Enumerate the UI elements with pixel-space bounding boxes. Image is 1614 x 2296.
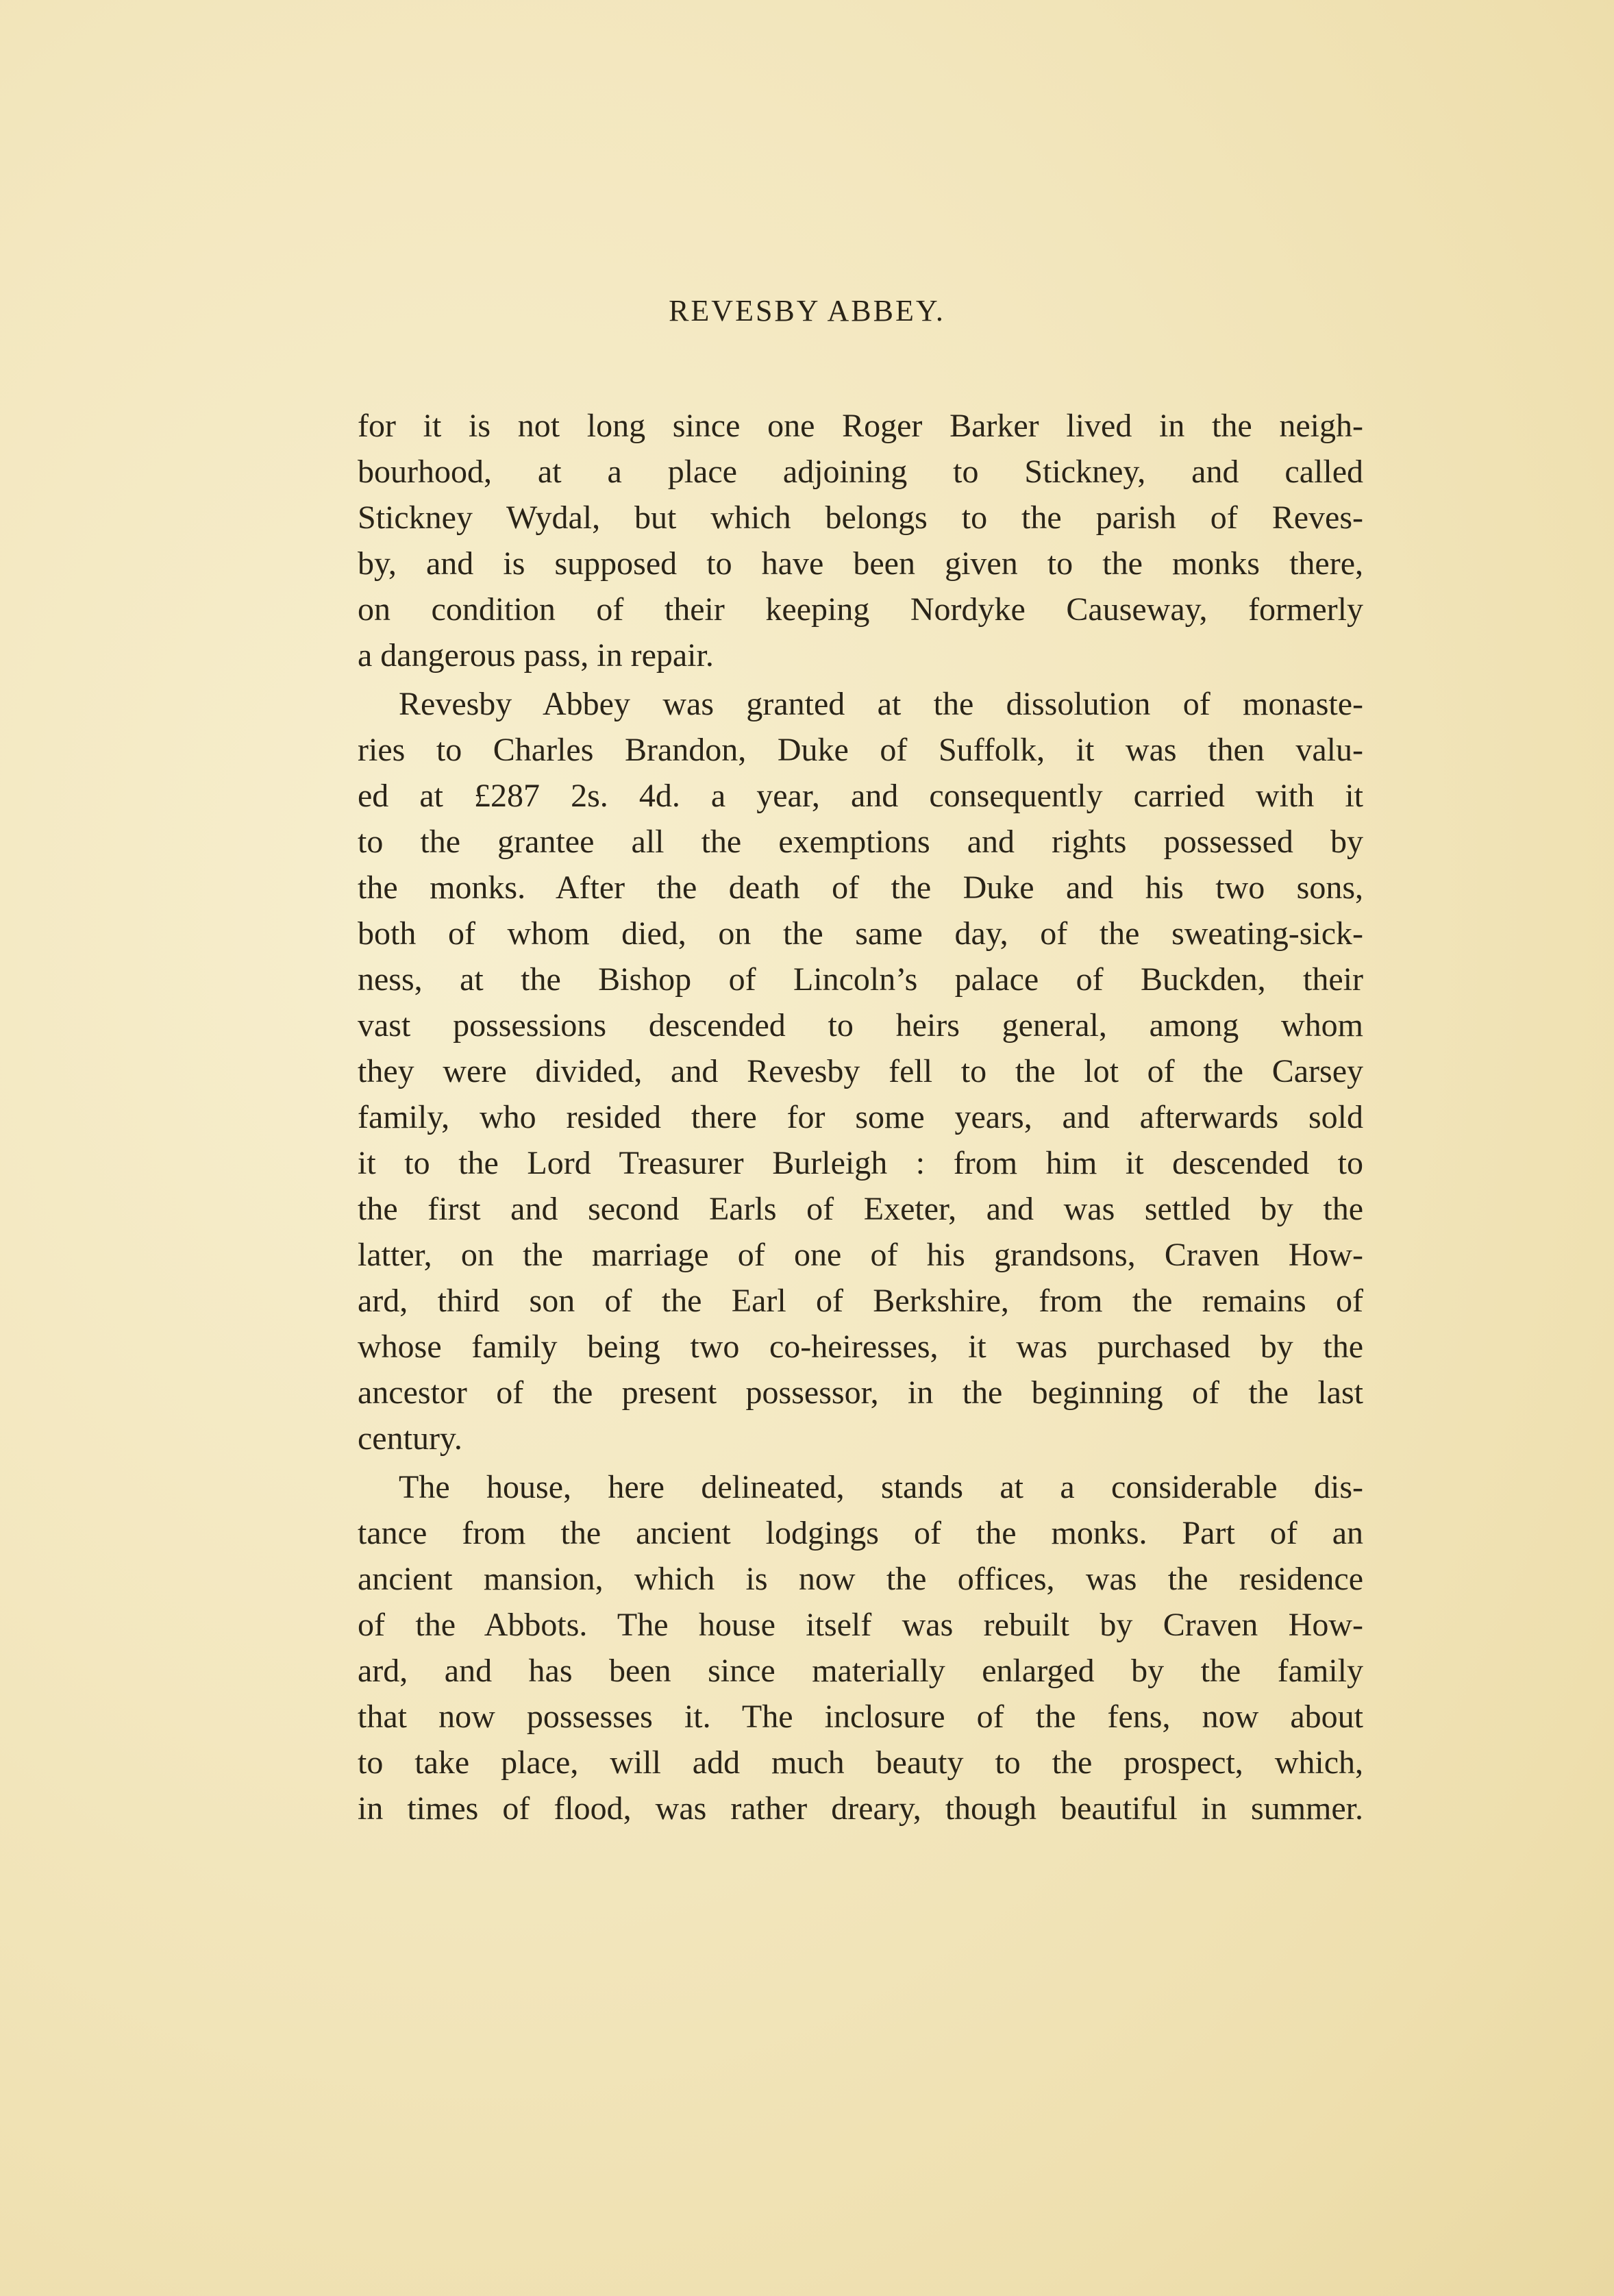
- text-line: the monks. After the death of the Duke and his two sons,: [358, 869, 1363, 906]
- text-line: both of whom died, on the same day, of the sweating-sick-: [358, 915, 1363, 952]
- paragraph: [358, 1464, 1363, 1831]
- text-line: ed at £287 2s. 4d. a year, and consequently carried with it: [358, 778, 1363, 814]
- text-line: family, who resided there for some years, and afterwards sold: [358, 1099, 1363, 1135]
- text-line: by, and is supposed to have been given to the monks there,: [358, 545, 1363, 582]
- text-line: in times of flood, was rather dreary, though beautiful in summer.: [358, 1790, 1363, 1827]
- body-text: [358, 403, 1363, 1834]
- text-line: century.: [358, 1420, 462, 1457]
- text-line: the first and second Earls of Exeter, and was settled by the: [358, 1191, 1363, 1227]
- text-line: ness, at the Bishop of Lincoln’s palace of Buckden, their: [358, 961, 1363, 998]
- paragraph: [358, 681, 1363, 1461]
- text-line: whose family being two co-heiresses, it was purchased by the: [358, 1329, 1363, 1365]
- text-line: ard, and has been since materially enlarged by the family: [358, 1653, 1363, 1689]
- text-line: Stickney Wydal, but which belongs to the parish of Reves-: [358, 499, 1363, 536]
- text-line: to take place, will add much beauty to the prospect, which,: [358, 1744, 1363, 1781]
- text-line: they were divided, and Revesby fell to the lot of the Carsey: [358, 1053, 1363, 1089]
- text-line: on condition of their keeping Nordyke Causeway, formerly: [358, 591, 1363, 628]
- text-line: Revesby Abbey was granted at the dissolution of monaste-: [399, 686, 1363, 722]
- text-line: ancient mansion, which is now the offices, was the residence: [358, 1561, 1363, 1597]
- text-line: vast possessions descended to heirs general, among whom: [358, 1007, 1363, 1044]
- text-line: ancestor of the present possessor, in the beginning of the last: [358, 1374, 1363, 1411]
- page-title: REVESBY ABBEY.: [669, 294, 945, 328]
- text-line: that now possesses it. The inclosure of the fens, now about: [358, 1699, 1363, 1735]
- text-line: of the Abbots. The house itself was rebuilt by Craven How-: [358, 1607, 1363, 1643]
- text-line: bourhood, at a place adjoining to Stickney, and called: [358, 454, 1363, 490]
- paragraph: [358, 403, 1363, 678]
- text-line: to the grantee all the exemptions and rights possessed by: [358, 824, 1363, 860]
- text-line: ard, third son of the Earl of Berkshire, from the remains of: [358, 1283, 1363, 1319]
- text-line: it to the Lord Treasurer Burleigh : from him it descended to: [358, 1145, 1363, 1181]
- text-line: for it is not long since one Roger Barker lived in the neigh-: [358, 408, 1363, 444]
- text-line: The house, here delineated, stands at a considerable dis-: [399, 1469, 1363, 1505]
- text-line: latter, on the marriage of one of his grandsons, Craven How-: [358, 1237, 1363, 1273]
- text-line: ries to Charles Brandon, Duke of Suffolk, it was then valu-: [358, 732, 1363, 768]
- text-line: a dangerous pass, in repair.: [358, 637, 714, 674]
- text-line: tance from the ancient lodgings of the monks. Part of an: [358, 1515, 1363, 1551]
